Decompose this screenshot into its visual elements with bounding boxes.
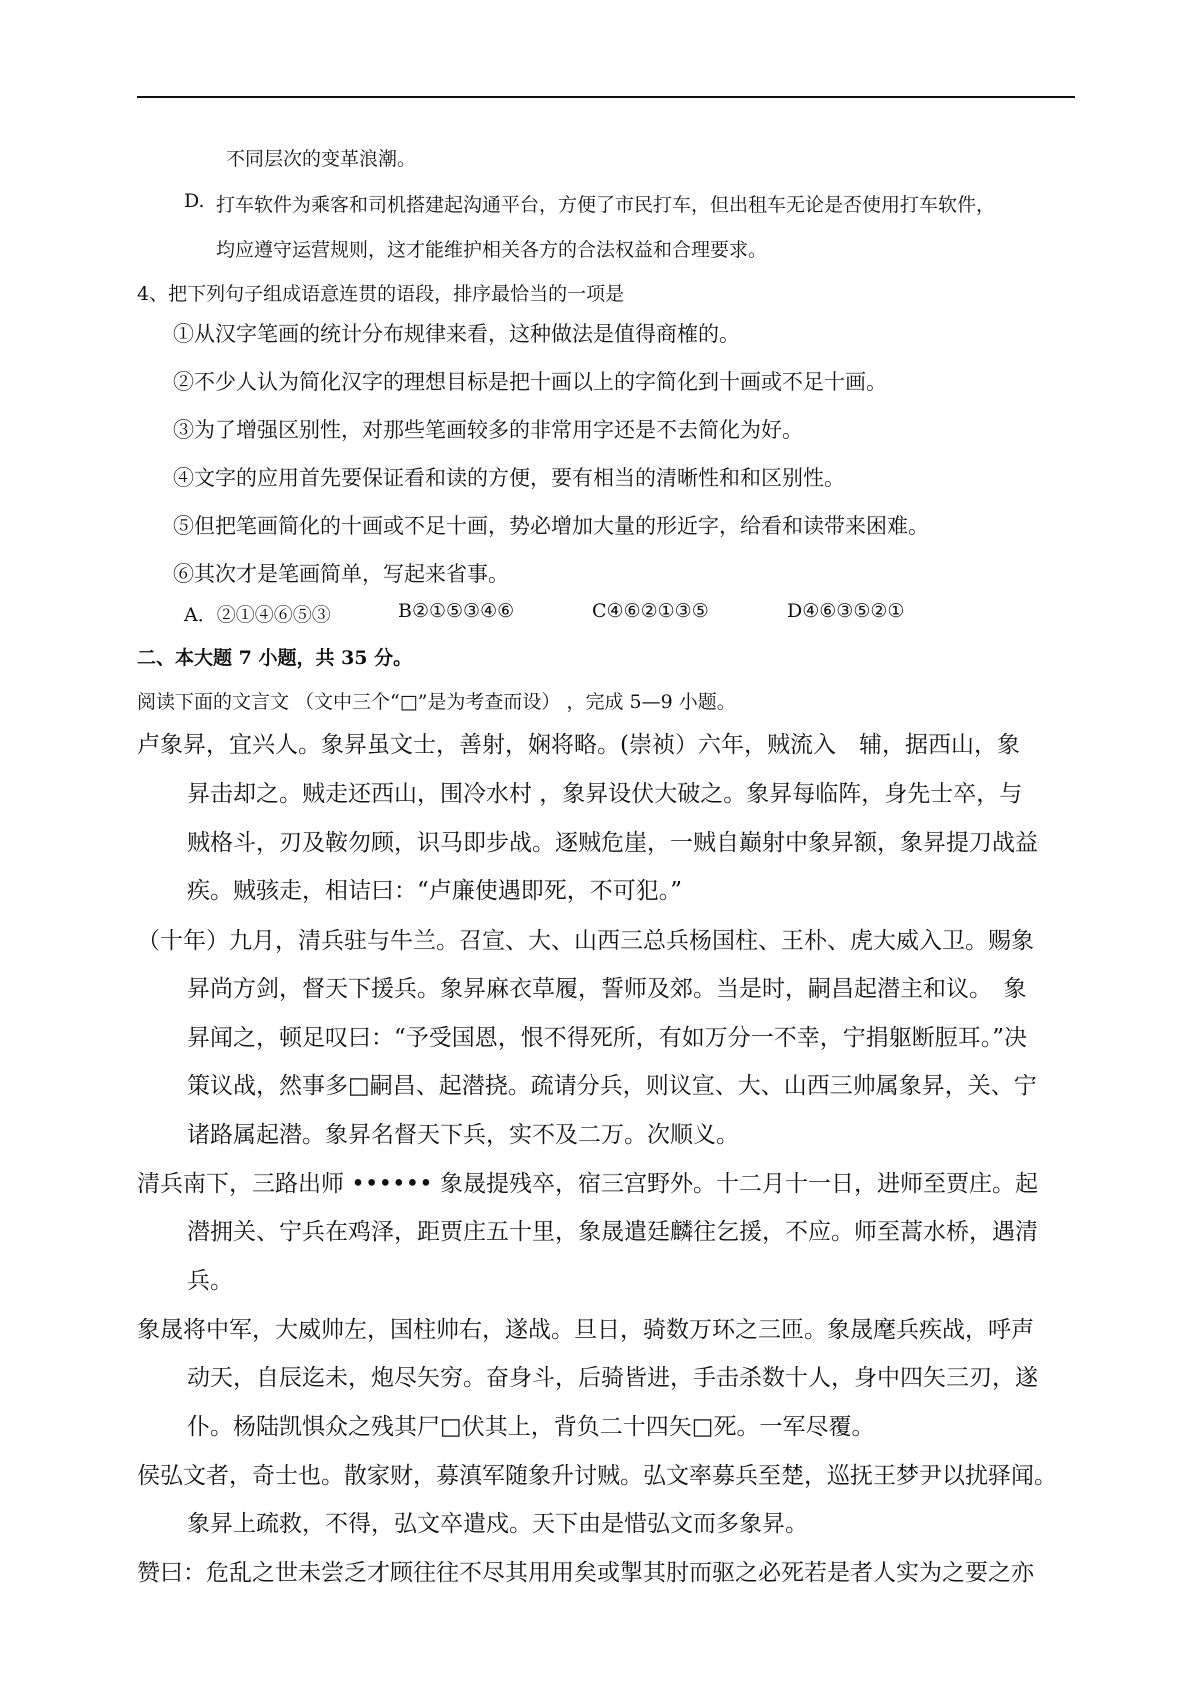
q4-sentence-5: ⑤但把笔画简化的十画或不足十画，势必增加大量的形近字，给看和读带来困难。 — [173, 514, 929, 538]
q4-option-d: D④⑥③⑤②① — [787, 600, 905, 622]
passage-p1-line2: 昇击却之。贼走还西山，围冷水村 ，象昇设伏大破之。象昇每临阵，身先士卒，与 — [187, 781, 1023, 807]
passage-p3-line2: 潜拥关、宁兵在鸡泽，距贾庄五十里，象晟遣廷麟往乞援，不应。师至蒿水桥，遇清 — [187, 1219, 1038, 1245]
q4-sentence-6: ⑥其次才是笔画简单，写起来省事。 — [173, 562, 509, 586]
q3-option-d-label: D. — [184, 190, 205, 212]
passage-p1-line3: 贼格斗，刃及鞍勿顾，识马即步战。逐贼危崖，一贼自巅射中象昇额，象昇提刀战益 — [187, 830, 1038, 856]
passage-p3-line3: 兵。 — [187, 1268, 233, 1294]
q3-option-d-line1: 打车软件为乘客和司机搭建起沟通平台，方便了市民打车，但出租车无论是否使用打车软件， — [216, 194, 996, 216]
section-2-instruction: 阅读下面的文言文 （文中三个“□”是为考查而设） ，完成 5—9 小题。 — [137, 691, 736, 713]
q4-options-row — [0, 600, 1200, 626]
passage-p2-line1: （十年）九月，清兵驻与牛兰。召宣、大、山西三总兵杨国柱、王朴、虎大威入卫。赐象 — [137, 928, 1034, 954]
passage-p2-line2: 昇尚方剑，督天下援兵。象昇麻衣草履，誓师及郊。当是时，嗣昌起潜主和议。 象 — [187, 976, 1027, 1002]
passage-p4-line3: 仆。杨陆凯惧众之残其尸□伏其上，背负二十四矢□死。一军尽覆。 — [187, 1414, 875, 1440]
passage-p5-line1: 侯弘文者，奇士也。散家财，募滇军随象升讨贼。弘文率募兵至楚，巡抚王梦尹以扰驿闻。 — [137, 1463, 1057, 1489]
q4-sentence-3: ③为了增强区别性，对那些笔画较多的非常用字还是不去简化为好。 — [173, 418, 803, 442]
passage-p6-line1: 赞曰：危乱之世未尝乏才顾往往不尽其用用矣或掣其肘而驱之必死若是者人实为之要之亦 — [137, 1560, 1034, 1586]
passage-p1-line4: 疾。贼骇走，相诘曰：“卢廉使遇即死，不可犯。” — [187, 878, 683, 904]
q4-question: 4、把下列句子组成语意连贯的语段，排序最恰当的一项是 — [137, 283, 625, 305]
q4-option-a: A．②①④⑥⑤③ — [184, 604, 331, 626]
passage-p3-line1: 清兵南下，三路出师 •••••• 象晟提残卒，宿三宫野外。十二月十一日，进师至贾庄。起 — [137, 1171, 1039, 1197]
section-2-heading: 二、本大题 7 小题，共 35 分。 — [137, 647, 413, 669]
q4-option-b: B②①⑤③④⑥ — [398, 600, 515, 622]
passage-p1-line1: 卢象昇，宜兴人。象昇虽文士，善射，娴将略。(崇祯）六年，贼流入 辅，据西山，象 — [137, 732, 1020, 758]
q3-tail-text: 不同层次的变革浪潮。 — [226, 148, 417, 170]
q4-option-c: C④⑥②①③⑤ — [592, 600, 709, 622]
passage-p4-line1: 象晟将中军，大威帅左，国柱帅右，遂战。旦日，骑数万环之三匝。象晟麾兵疾战，呼声 — [137, 1317, 1034, 1343]
q4-sentence-2: ②不少人认为简化汉字的理想目标是把十画以上的字简化到十画或不足十画。 — [173, 370, 887, 394]
passage-p2-line3: 昇闻之，顿足叹曰：“予受国恩，恨不得死所，有如万分一不幸，宁捐躯断脰耳。”决 — [187, 1025, 1028, 1051]
passage-p5-line2: 象昇上疏救，不得，弘文卒遣戍。天下由是惜弘文而多象昇。 — [187, 1511, 808, 1537]
passage-p2-line4: 策议战，然事多□嗣昌、起潜挠。疏请分兵，则议宣、大、山西三帅属象昇，关、宁 — [187, 1073, 1037, 1099]
passage-p4-line2: 动天，自辰迄未，炮尽矢穷。奋身斗，后骑皆进，手击杀数十人，身中四矢三刃，遂 — [187, 1365, 1038, 1391]
header-rule — [137, 96, 1075, 98]
q3-option-d-line2: 均应遵守运营规则，这才能维护相关各方的合法权益和合理要求。 — [216, 239, 768, 261]
q4-sentence-4: ④文字的应用首先要保证看和读的方便，要有相当的清晰性和和区别性。 — [173, 466, 845, 490]
q4-sentence-1: ①从汉字笔画的统计分布规律来看，这种做法是值得商榷的。 — [173, 322, 740, 346]
passage-p2-line5: 诸路属起潜。象昇名督天下兵，实不及二万。次顺义。 — [187, 1122, 739, 1148]
